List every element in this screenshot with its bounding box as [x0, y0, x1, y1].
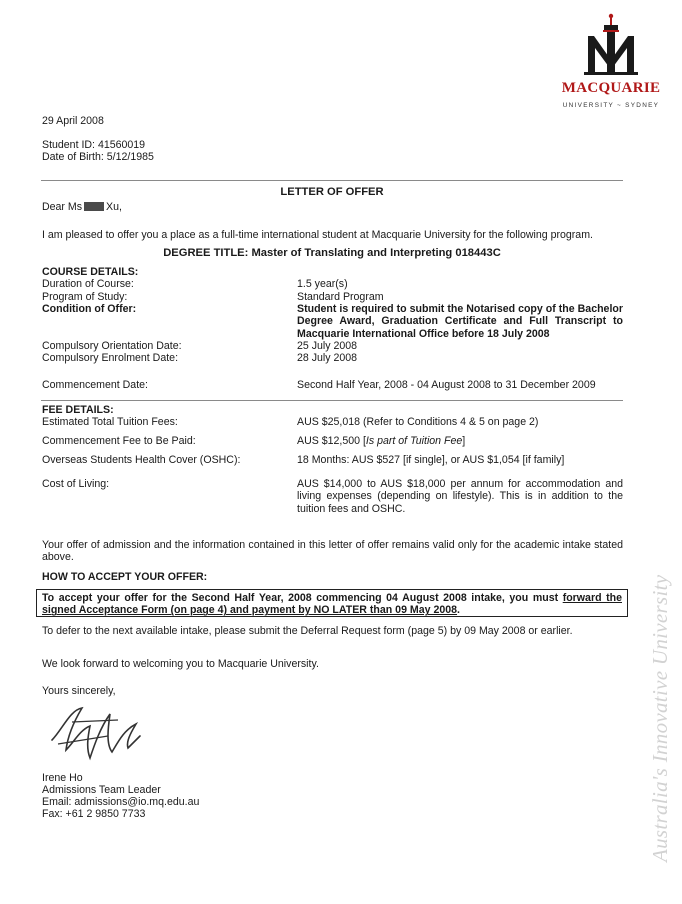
course-label: Program of Study:	[42, 291, 128, 303]
how-to-accept-heading: HOW TO ACCEPT YOUR OFFER:	[42, 571, 208, 583]
divider	[41, 400, 623, 401]
accept-deadline: forward the signed Acceptance Form (on page 4) and payment by NO LATER than 09 May 2008	[42, 592, 622, 617]
salutation-end: Xu,	[106, 201, 122, 213]
divider	[41, 180, 623, 181]
course-value: 1.5 year(s)	[297, 278, 348, 290]
signatory-name: Irene Ho	[42, 772, 83, 784]
course-label: Compulsory Orientation Date:	[42, 340, 182, 352]
salutation	[42, 201, 122, 213]
tagline-watermark: Australia's Innovative University	[648, 574, 672, 862]
fee-label: Cost of Living:	[42, 478, 110, 490]
student-id: Student ID: 41560019	[42, 139, 146, 151]
salutation-start: Dear Ms	[42, 201, 83, 213]
course-value: 28 July 2008	[297, 352, 358, 364]
course-label: Condition of Offer:	[42, 303, 137, 315]
fee-amount: AUS $12,500 [	[297, 435, 366, 447]
intro-text: I am pleased to offer you a place as a full-time international student at Macquarie University for the following program.	[42, 229, 593, 241]
course-label: Duration of Course:	[42, 278, 134, 290]
welcome-text: We look forward to welcoming you to Macquarie University.	[42, 658, 319, 670]
accept-end: .	[457, 604, 460, 617]
letter-date: 29 April 2008	[42, 115, 104, 127]
fee-bracket: ]	[462, 435, 466, 447]
date-of-birth: Date of Birth: 5/12/1985	[42, 151, 154, 163]
course-value: Second Half Year, 2008 - 04 August 2008 to 31 December 2009	[297, 379, 596, 391]
fee-label: Commencement Fee to Be Paid:	[42, 435, 196, 447]
logo-emblem-icon	[558, 12, 666, 82]
course-details-heading: COURSE DETAILS:	[42, 266, 139, 278]
deferral-text: To defer to the next available intake, please submit the Deferral Request form (page 5) by 09 May 2008 or earlier.	[42, 625, 573, 637]
redacted-name	[84, 202, 104, 211]
fee-details-heading: FEE DETAILS:	[42, 404, 114, 416]
course-value: 25 July 2008	[297, 340, 358, 352]
accept-text: To accept your offer for the Second Half Year, 2008 commencing 04 August 2008 intake, you must	[42, 592, 563, 604]
fee-value: AUS $25,018 (Refer to Conditions 4 & 5 on page 2)	[297, 416, 539, 428]
university-logo	[558, 12, 666, 112]
degree-title: DEGREE TITLE: Master of Translating and Interpreting 018443C	[163, 247, 501, 259]
signature	[48, 700, 148, 770]
validity-text: Your offer of admission and the information contained in this letter of offer remains valid only for the academic intake stated above.	[42, 539, 623, 564]
course-value: Standard Program	[297, 291, 384, 303]
fee-label: Overseas Students Health Cover (OSHC):	[42, 454, 241, 466]
signatory-fax: Fax: +61 2 9850 7733	[42, 808, 146, 820]
fee-label: Estimated Total Tuition Fees:	[42, 416, 178, 428]
fee-note: Is part of Tuition Fee	[365, 435, 463, 447]
cost-of-living: AUS $14,000 to AUS $18,000 per annum for accommodation and living expenses (depending on lifestyle). This is in addition to the tuition fees and OSHC.	[297, 478, 623, 515]
signatory-email: Email: admissions@io.mq.edu.au	[42, 796, 200, 808]
logo-subtitle: UNIVERSITY ~ SYDNEY	[562, 102, 660, 109]
closing: Yours sincerely,	[42, 685, 116, 697]
course-label: Commencement Date:	[42, 379, 148, 391]
fee-value	[297, 435, 465, 447]
accept-instructions-box	[36, 589, 628, 617]
logo-wordmark: MACQUARIE	[561, 80, 661, 96]
letter-title: LETTER OF OFFER	[280, 186, 384, 198]
condition-of-offer: Student is required to submit the Notarised copy of the Bachelor Degree Award, Graduation Certificate and Full Transcript to Macquarie International Office before 18 July 2008	[297, 303, 623, 340]
course-label: Compulsory Enrolment Date:	[42, 352, 179, 364]
fee-value: 18 Months: AUS $527 [if single], or AUS $1,054 [if family]	[297, 454, 565, 466]
signatory-title: Admissions Team Leader	[42, 784, 161, 796]
